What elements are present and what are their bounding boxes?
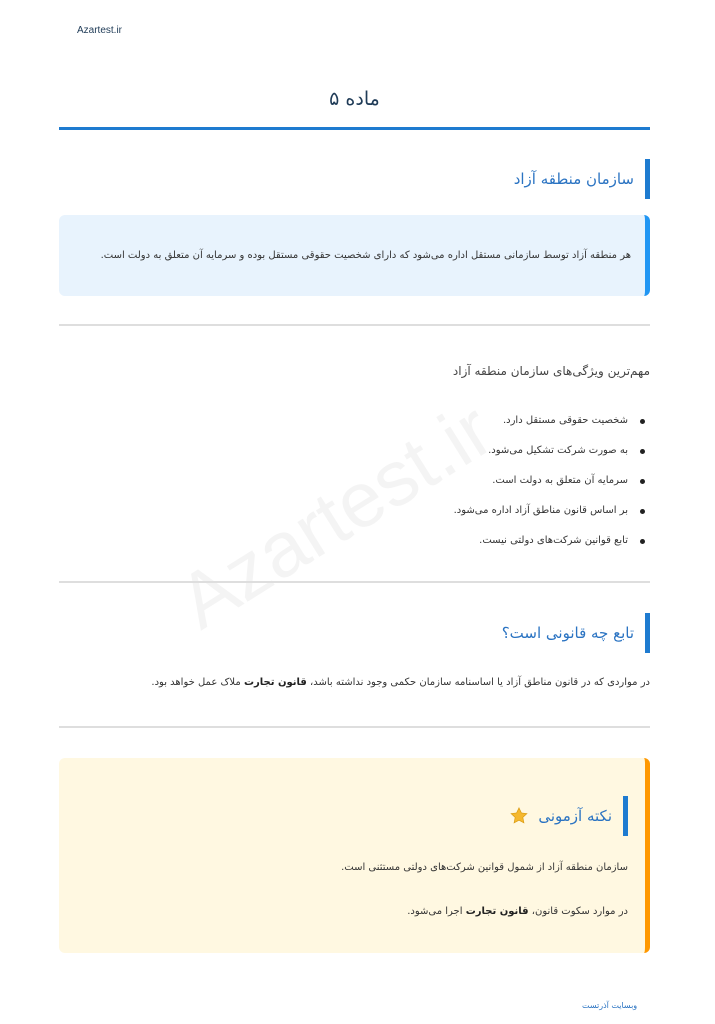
brand-logo-text: Azartest.ir bbox=[77, 25, 123, 36]
note-text-part: اجرا می‌شود. bbox=[407, 906, 466, 917]
divider bbox=[59, 726, 650, 728]
definition-text: هر منطقه آزاد توسط سازمانی مستقل اداره می‌شود که دارای شخصیت حقوقی مستقل بوده و سرمایه آن متعلق به دولت است. bbox=[100, 250, 631, 261]
exam-note-box bbox=[59, 758, 650, 953]
list-item bbox=[454, 411, 650, 441]
law-text-part: ملاک عمل خواهد بود. bbox=[151, 677, 244, 688]
features-title: مهم‌ترین ویژگی‌های سازمان منطقه آزاد bbox=[452, 364, 650, 378]
footer-website-link[interactable]: وبسایت آذرتست bbox=[582, 1001, 638, 1010]
governing-law-text bbox=[151, 677, 650, 688]
list-item-text: شخصیت حقوقی مستقل دارد. bbox=[502, 415, 628, 426]
list-item-text: سرمایه آن متعلق به دولت است. bbox=[492, 475, 628, 486]
exam-note-text: سازمان منطقه آزاد از شمول قوانین شرکت‌های دولتی مستثنی است. bbox=[341, 862, 628, 873]
list-item bbox=[454, 471, 650, 501]
star-icon bbox=[509, 806, 529, 826]
bullet-icon bbox=[640, 509, 645, 514]
bullet-icon bbox=[640, 419, 645, 424]
list-item-text: تابع قوانین شرکت‌های دولتی نیست. bbox=[479, 535, 628, 546]
section-heading-governing-law: تابع چه قانونی است؟ bbox=[502, 613, 650, 653]
bullet-icon bbox=[640, 449, 645, 454]
list-item-text: به صورت شرکت تشکیل می‌شود. bbox=[488, 445, 628, 456]
section-heading-free-zone-org: سازمان منطقه آزاد bbox=[514, 159, 650, 199]
list-item bbox=[454, 441, 650, 471]
features-list bbox=[454, 411, 650, 561]
page-title: ماده ۵ bbox=[329, 88, 380, 110]
exam-note-heading bbox=[509, 796, 628, 836]
list-item-text: بر اساس قانون مناطق آزاد اداره می‌شود. bbox=[453, 505, 628, 516]
bullet-icon bbox=[640, 479, 645, 484]
title-underline bbox=[59, 127, 650, 130]
divider bbox=[59, 581, 650, 583]
bullet-icon bbox=[640, 539, 645, 544]
definition-box bbox=[59, 215, 650, 296]
list-item bbox=[454, 501, 650, 531]
law-text-part: در مواردی که در قانون مناطق آزاد یا اساسنامه سازمان حکمی وجود نداشته باشد، bbox=[306, 677, 650, 688]
law-text-bold: قانون تجارت bbox=[243, 677, 307, 688]
list-item bbox=[454, 531, 650, 561]
note-text-part: در موارد سکوت قانون، bbox=[528, 906, 628, 917]
exam-note-text bbox=[407, 906, 628, 917]
exam-note-heading-text: نکته آزمونی bbox=[538, 807, 612, 825]
note-text-bold: قانون تجارت bbox=[465, 906, 529, 917]
divider bbox=[59, 324, 650, 326]
